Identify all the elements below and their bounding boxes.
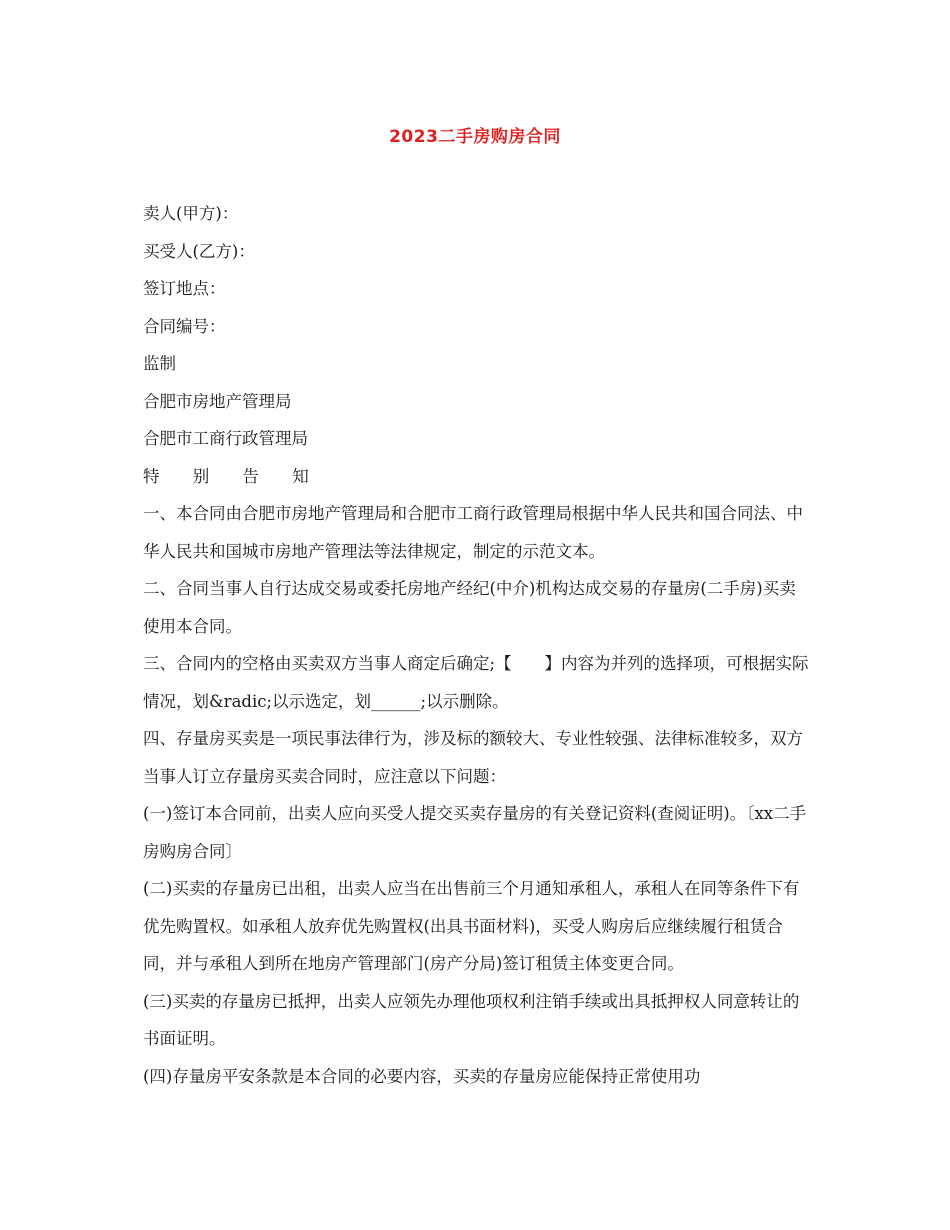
notice-paragraph-3: 三、合同内的空格由买卖双方当事人商定后确定;【 】内容为并列的选择项，可根据实际情况，划&radic;以示选定，划______;以示删除。	[143, 654, 809, 711]
buyer-line: 买受人(乙方)：	[143, 241, 255, 261]
notice-item-3: (三)买卖的存量房已抵押，出卖人应领先办理他项权利注销手续或出具抵押权人同意转让的书面证明。	[143, 991, 800, 1048]
notice-paragraph-4: 四、存量房买卖是一项民事法律行为，涉及标的额较大、专业性较强、法律标准较多，双方当事人订立存量房买卖合同时，应注意以下问题：	[143, 729, 803, 786]
supervisor-real-estate: 合肥市房地产管理局	[143, 391, 292, 411]
notice-paragraph-2: 二、合同当事人自行达成交易或委托房地产经纪(中介)机构达成交易的存量房(二手房)买卖使用本合同。	[143, 579, 796, 636]
signing-place-line: 签订地点：	[143, 279, 226, 298]
special-notice-heading: 特 别 告 知	[143, 466, 323, 486]
notice-paragraph-1: 一、本合同由合肥市房地产管理局和合肥市工商行政管理局根据中华人民共和国合同法、中华人民共和国城市房地产管理法等法律规定，制定的示范文本。	[143, 504, 803, 561]
notice-item-4: (四)存量房平安条款是本合同的必要内容，买卖的存量房应能保持正常使用功	[143, 1066, 701, 1086]
seller-line: 卖人(甲方)：	[143, 204, 239, 223]
document-body	[143, 195, 811, 1095]
contract-number-line: 合同编号：	[143, 316, 226, 336]
supervision-line: 监制	[143, 354, 176, 373]
notice-item-1: (一)签订本合同前，出卖人应向买受人提交买卖存量房的有关登记资料(查阅证明)。〔xx二手房购房合同〕	[143, 804, 807, 861]
document-title: 2023二手房购房合同	[389, 127, 561, 147]
notice-item-2: (二)买卖的存量房已出租，出卖人应当在出售前三个月通知承租人，承租人在同等条件下有优先购置权。如承租人放弃优先购置权(出具书面材料)，买受人购房后应继续履行租赁合同，并与承租人到所在地房产管理部门(房产分局)签订租赁主体变更合同。	[143, 879, 800, 973]
supervisor-commerce: 合肥市工商行政管理局	[143, 429, 308, 448]
